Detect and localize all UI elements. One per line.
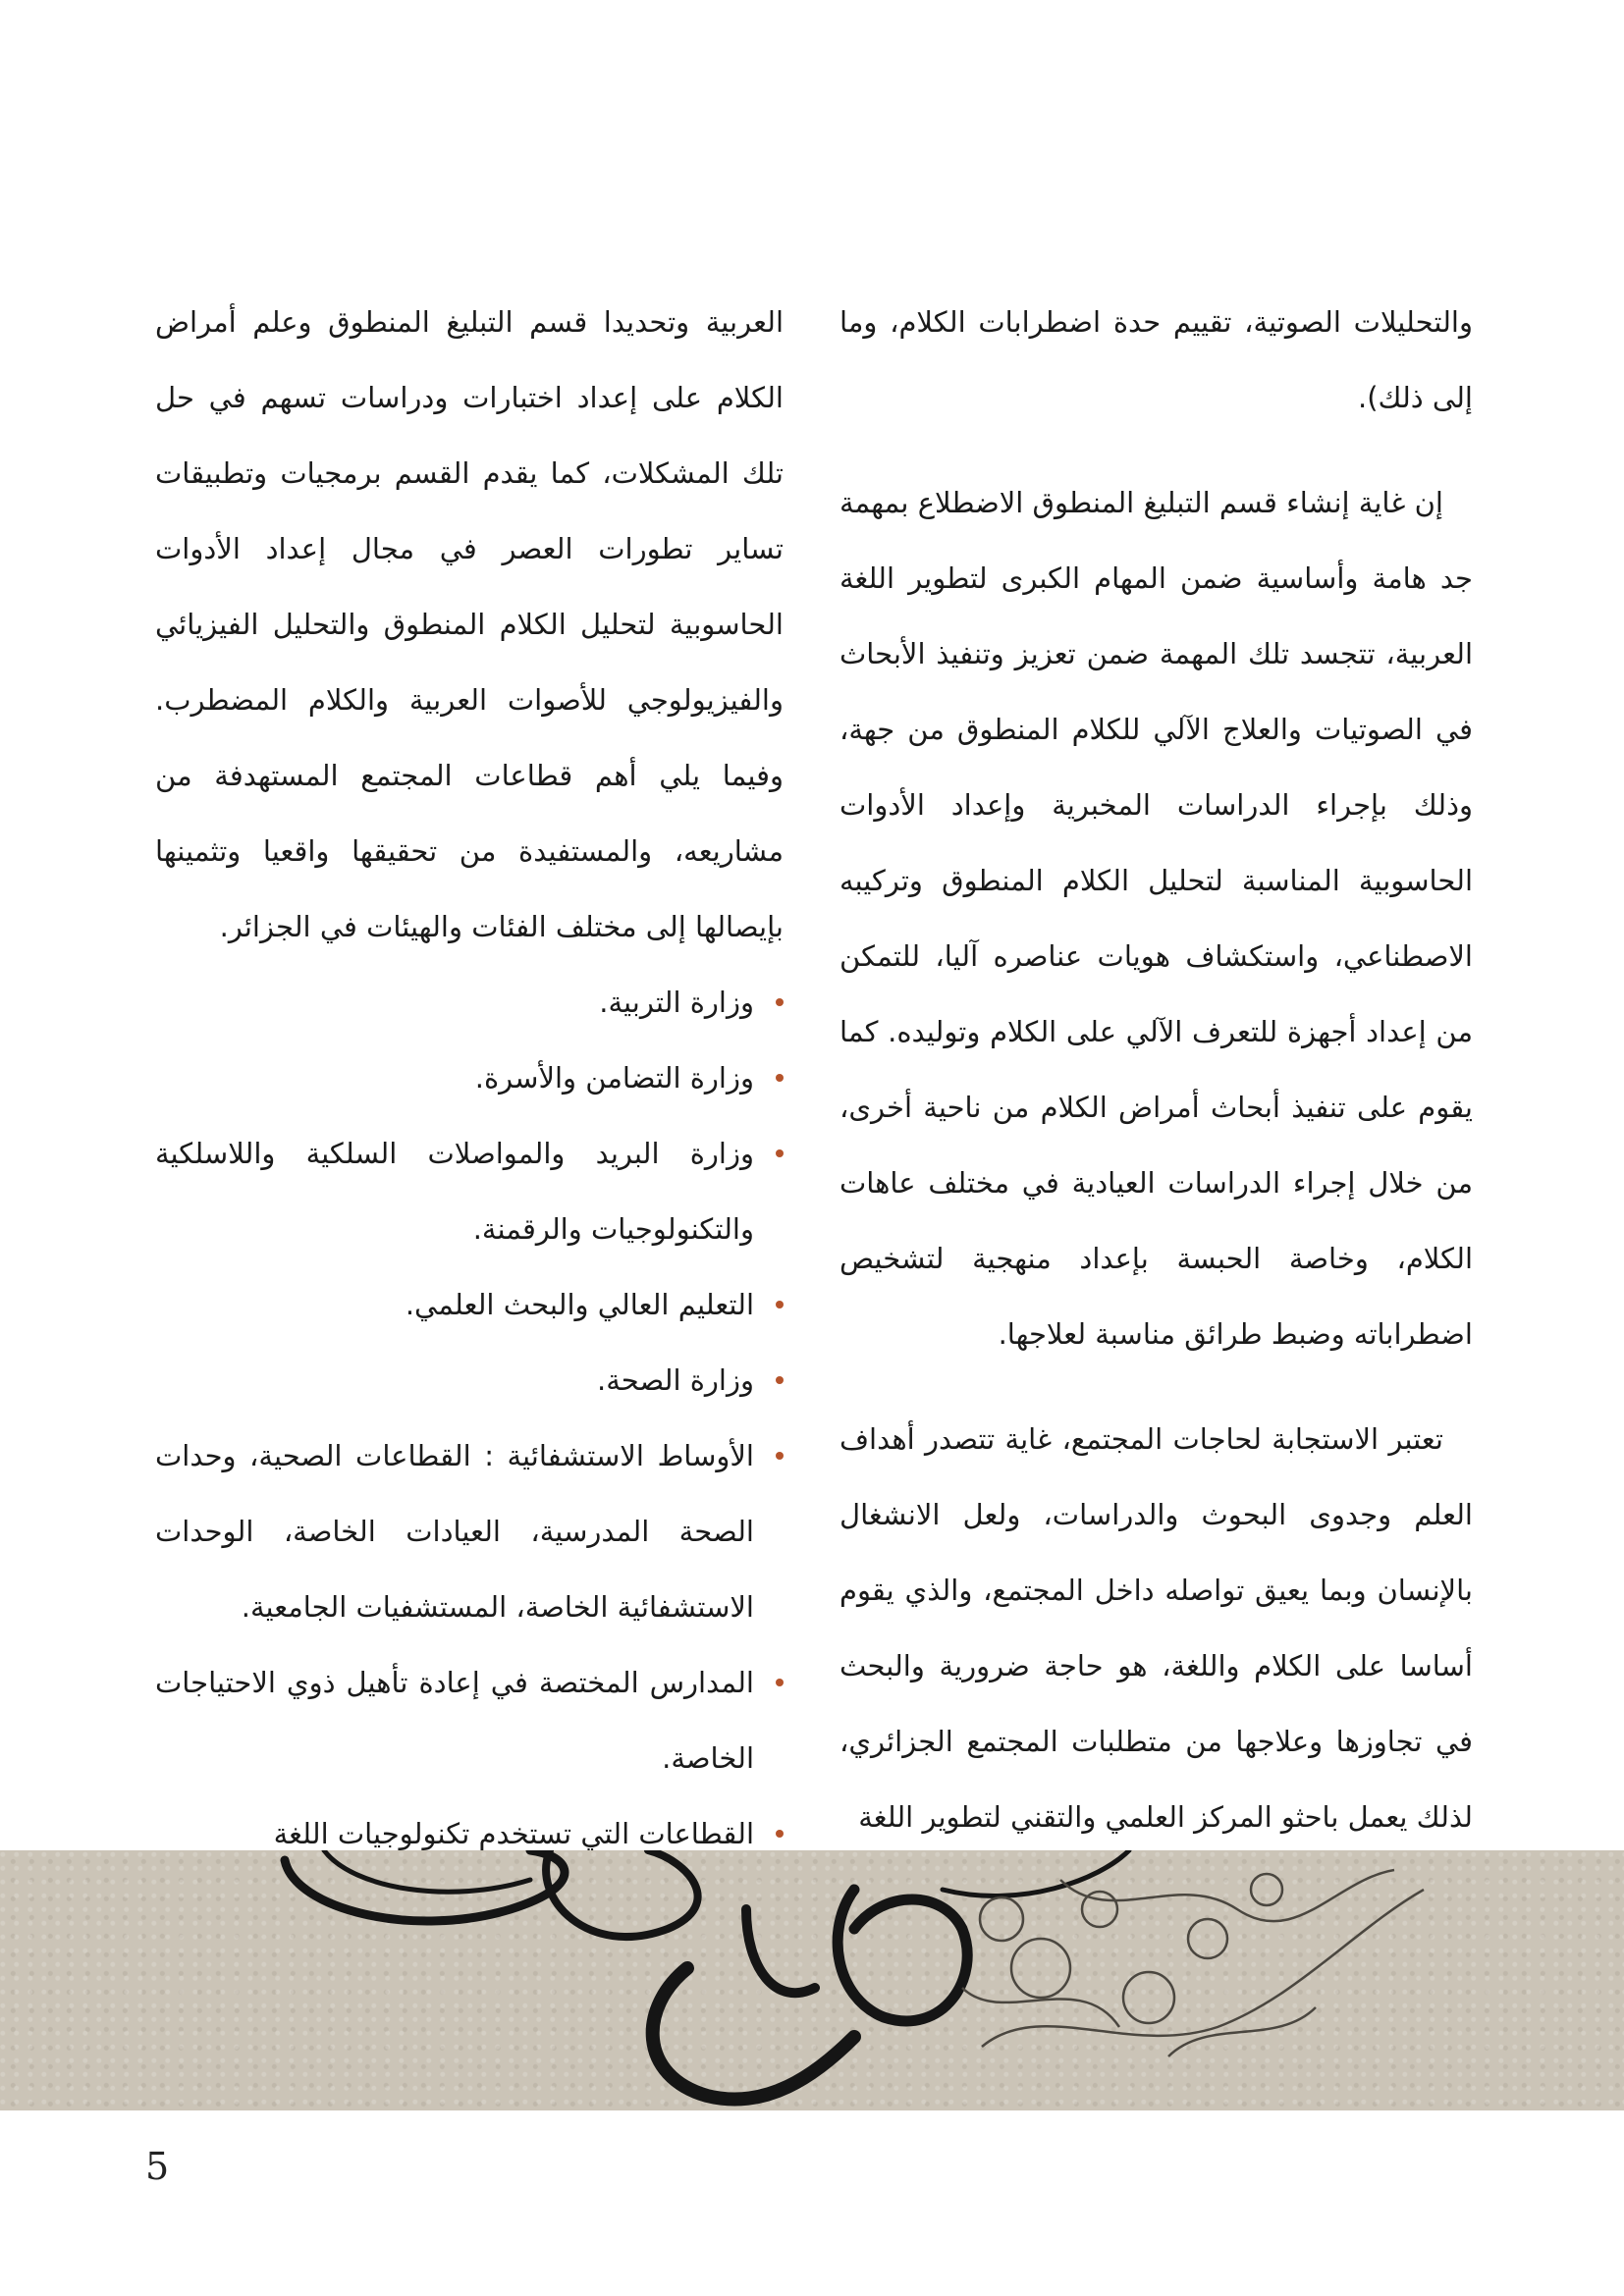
bullet-icon bbox=[776, 1149, 784, 1157]
sectors-list bbox=[155, 965, 784, 1872]
bullet-icon bbox=[776, 1301, 784, 1308]
list-item bbox=[155, 1041, 784, 1116]
list-item-text: القطاعات التي تستخدم تكنولوجيات اللغة bbox=[273, 1817, 754, 1850]
paragraph-section-goal: إن غاية إنشاء قسم التبليغ المنطوق الاضطلاع بمهمة جد هامة وأساسية ضمن المهام الكبرى لتطوير اللغة العربية، تتجسد تلك المهمة ضمن تعزيز وتنفيذ الأبحاث في الصوتيات والعلاج الآلي للكلام المنطوق من جهة، وذلك بإجراء الدراسات المخبرية وإعداد الأدوات الحاسوبية المناسبة لتحليل الكلام المنطوق وتركيبه الاصطناعي، واستكشاف هويات عناصره آليا، للتمكن من إعداد أجهزة للتعرف الآلي على الكلام وتوليده. كما يقوم على تنفيذ أبحاث أمراض الكلام من ناحية أخرى، من خلال إجراء الدراسات العيادية في مختلف عاهات الكلام، وخاصة الحبسة بإعداد منهجية لتشخيص اضطراباته وضبط طرائق مناسبة لعلاجها. bbox=[839, 486, 1473, 1351]
bullet-icon bbox=[776, 998, 784, 1006]
list-item-text: وزارة التربية. bbox=[599, 986, 754, 1019]
paragraph-continuation: والتحليلات الصوتية، تقييم حدة اضطرابات الكلام، وما إلى ذلك). bbox=[839, 305, 1473, 414]
bullet-icon bbox=[776, 1074, 784, 1082]
calligraphy-ornament-icon bbox=[0, 1850, 1624, 2110]
list-item bbox=[155, 1418, 784, 1645]
bullet-icon bbox=[776, 1452, 784, 1460]
bullet-icon bbox=[776, 1830, 784, 1838]
list-item-text: المدارس المختصة في إعادة تأهيل ذوي الاحتياجات الخاصة. bbox=[155, 1666, 754, 1775]
list-item-text: وزارة التضامن والأسرة. bbox=[474, 1061, 754, 1095]
list-item bbox=[155, 1267, 784, 1343]
paragraph-society-needs: تعتبر الاستجابة لحاجات المجتمع، غاية تتصدر أهداف العلم وجدوى البحوث والدراسات، ولعل الانشغال بالإنسان وبما يعيق تواصله داخل المجتمع، والذي يقوم أساسا على الكلام واللغة، هو حاجة ضرورية والبحث في تجاوزها وعلاجها من متطلبات المجتمع الجزائري، لذلك يعمل باحثو المركز العلمي والتقني لتطوير اللغة bbox=[839, 1422, 1473, 1834]
list-item-text: وزارة البريد والمواصلات السلكية واللاسلكية والتكنولوجيات والرقمنة. bbox=[155, 1137, 754, 1246]
list-item bbox=[155, 1645, 784, 1796]
list-item bbox=[155, 1116, 784, 1267]
bullet-icon bbox=[776, 1376, 784, 1384]
calligraphy-footer-band bbox=[0, 1850, 1624, 2110]
page-number: 5 bbox=[145, 2145, 170, 2188]
bullet-icon bbox=[776, 1679, 784, 1686]
list-item-text: التعليم العالي والبحث العلمي. bbox=[405, 1288, 754, 1321]
left-text-column bbox=[155, 285, 784, 1872]
list-item bbox=[155, 965, 784, 1041]
list-item-text: الأوساط الاستشفائية : القطاعات الصحية، وحدات الصحة المدرسية، العيادات الخاصة، الوحدات الاستشفائية الخاصة، المستشفيات الجامعية. bbox=[155, 1439, 754, 1624]
right-text-column bbox=[839, 285, 1473, 1855]
paragraph-intro: العربية وتحديدا قسم التبليغ المنطوق وعلم أمراض الكلام على إعداد اختبارات ودراسات تسهم في حل تلك المشكلات، كما يقدم القسم برمجيات وتطبيقات تساير تطورات العصر في مجال إعداد الأدوات الحاسوبية لتحليل الكلام المنطوق والتحليل الفيزيائي والفيزيولوجي للأصوات العربية والكلام المضطرب. وفيما يلي أهم قطاعات المجتمع المستهدفة من مشاريعه، والمستفيدة من تحقيقها واقعيا وتثمينها بإيصالها إلى مختلف الفئات والهيئات في الجزائر. bbox=[155, 305, 784, 943]
list-item bbox=[155, 1343, 784, 1418]
list-item-text: وزارة الصحة. bbox=[596, 1363, 754, 1397]
